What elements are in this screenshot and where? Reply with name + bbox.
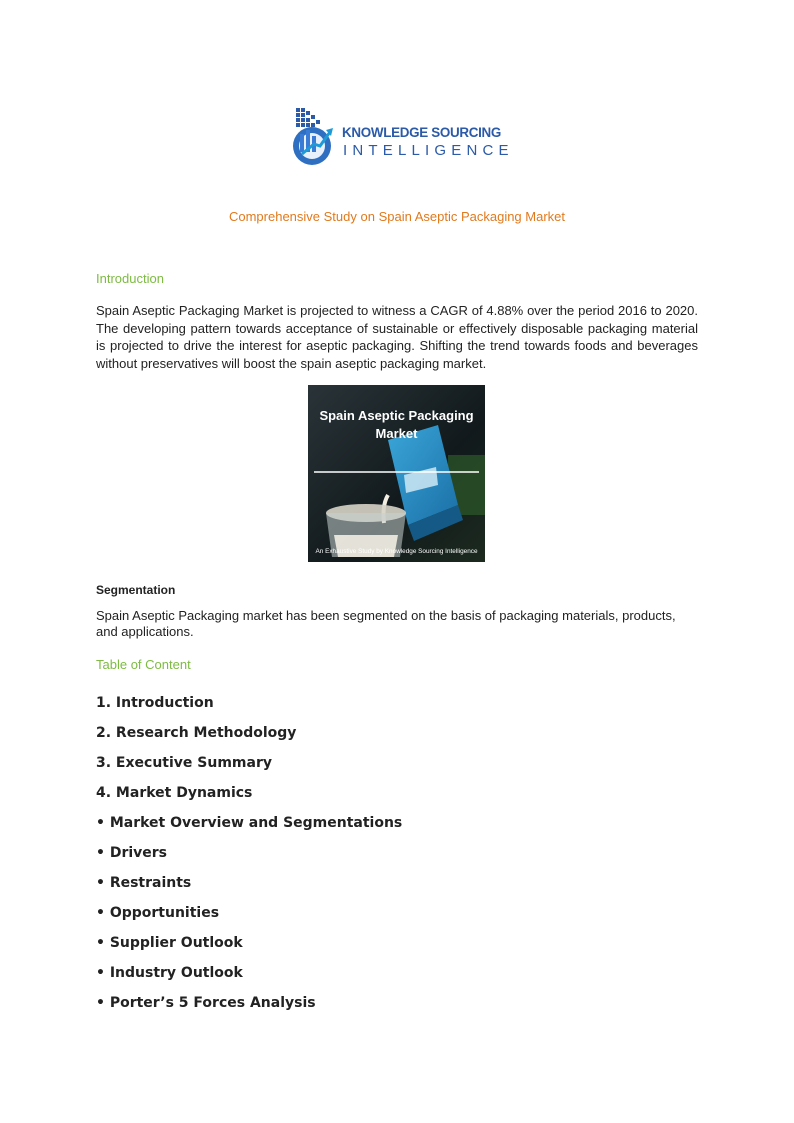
segmentation-heading: Segmentation: [96, 583, 176, 597]
toc-list: [96, 692, 402, 1022]
toc-heading: Table of Content: [96, 657, 191, 672]
brand-name-line1: KNOWLEDGE SOURCING: [342, 125, 502, 140]
segmentation-paragraph: Spain Aseptic Packaging market has been segmented on the basis of packaging materials, products, and applications.: [96, 608, 676, 639]
toc-item-industry-outlook: • Industry Outlook: [96, 965, 243, 981]
toc-item-supplier-outlook: • Supplier Outlook: [96, 935, 243, 951]
toc-item-drivers: • Drivers: [96, 845, 168, 861]
feature-image-title: [308, 407, 485, 443]
introduction-paragraph: Spain Aseptic Packaging Market is projected to witness a CAGR of 4.88% over the period 2016 to 2020. The developing pattern towards acceptance of sustainable or effectively disposable packaging material is projected to drive the interest for aseptic packaging. Shifting the trend towards foods and beverages without preservatives will boost the spain aseptic packaging market.: [96, 303, 698, 371]
feature-title-line2: Market: [375, 426, 418, 441]
toc-item-introduction: 1. Introduction: [96, 695, 214, 711]
introduction-heading: Introduction: [96, 271, 164, 286]
feature-image: [308, 385, 485, 562]
feature-title-line1: Spain Aseptic Packaging: [319, 408, 474, 423]
toc-item-market-overview: • Market Overview and Segmentations: [96, 815, 403, 831]
brand-name-line2: INTELLIGENCE: [343, 142, 514, 159]
toc-item-research-methodology: 2. Research Methodology: [96, 725, 297, 741]
toc-item-market-dynamics: 4. Market Dynamics: [96, 785, 253, 801]
feature-image-caption: An Exhaustive Study by Knowledge Sourcing Intelligence: [315, 548, 478, 555]
toc-item-opportunities: • Opportunities: [96, 905, 220, 921]
document-title: Comprehensive Study on Spain Aseptic Packaging Market: [228, 209, 566, 224]
logo-mark-icon: [290, 106, 340, 166]
toc-item-porters-analysis: • Porter’s 5 Forces Analysis: [96, 995, 316, 1011]
toc-item-executive-summary: 3. Executive Summary: [96, 755, 272, 771]
toc-item-restraints: • Restraints: [96, 875, 192, 891]
company-logo: [290, 106, 514, 166]
